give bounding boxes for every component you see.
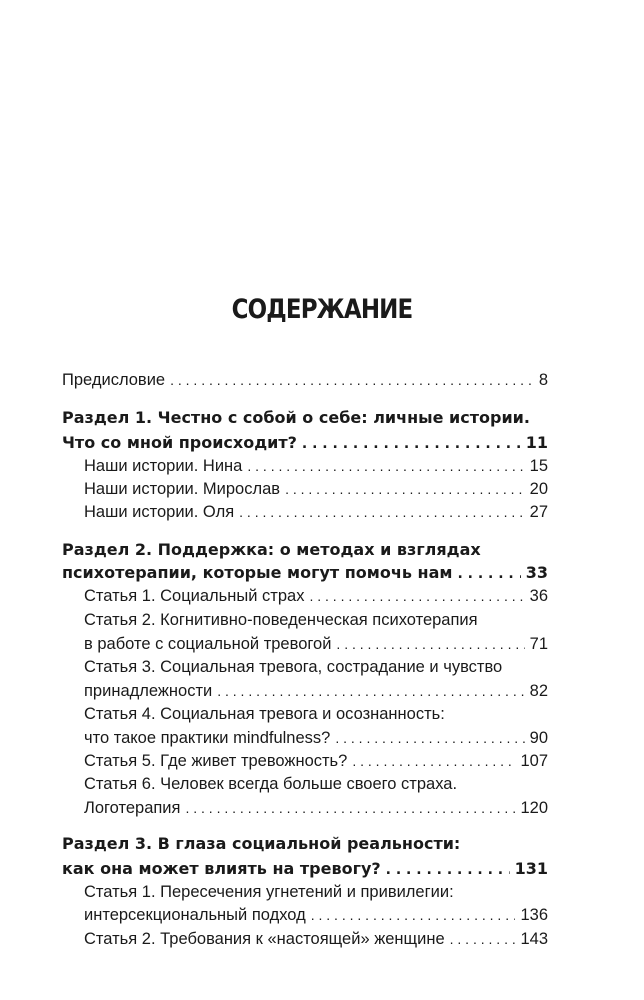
toc-entry-title: что такое практики mindfulness? bbox=[84, 729, 331, 747]
dot-leader bbox=[352, 750, 515, 772]
page-number: 90 bbox=[529, 729, 548, 747]
toc-section-2[interactable] bbox=[62, 562, 548, 584]
toc-entry-title: Наши истории. Мирослав bbox=[84, 480, 281, 498]
toc-entry-title: Статья 6. Человек всегда больше своего страха. bbox=[84, 775, 458, 793]
dot-leader bbox=[335, 727, 524, 749]
toc-entry-title: психотерапии, которые могут помочь нам bbox=[62, 563, 453, 582]
toc-entry[interactable] bbox=[84, 797, 548, 819]
toc-entry[interactable] bbox=[84, 727, 548, 749]
toc-entry-line1[interactable] bbox=[84, 609, 548, 631]
page-number: 131 bbox=[514, 859, 548, 878]
page-number: 15 bbox=[529, 457, 548, 475]
page-number: 107 bbox=[520, 752, 548, 770]
page-number: 82 bbox=[529, 682, 548, 700]
toc-entry[interactable] bbox=[84, 478, 548, 500]
toc-entry-title: Что со мной происходит? bbox=[62, 433, 297, 452]
toc-entry-line1[interactable] bbox=[84, 656, 548, 678]
dot-leader bbox=[457, 563, 520, 585]
toc-entry[interactable] bbox=[84, 928, 548, 950]
toc-entry-title: Статья 1. Социальный страх bbox=[84, 587, 305, 605]
toc-entry-title: Статья 2. Когнитивно-поведенческая психотерапия bbox=[84, 611, 478, 629]
toc-entry-title: интерсекциональный подход bbox=[84, 906, 306, 924]
toc-entry-title: в работе с социальной тревогой bbox=[84, 635, 332, 653]
page-number: 20 bbox=[529, 480, 548, 498]
dot-leader bbox=[217, 680, 524, 702]
toc-entry[interactable] bbox=[84, 680, 548, 702]
page-number: 36 bbox=[529, 587, 548, 605]
toc-entry[interactable] bbox=[84, 501, 548, 523]
toc-entry-preface[interactable] bbox=[62, 369, 548, 391]
page-number: 27 bbox=[529, 503, 548, 521]
dot-leader bbox=[386, 859, 510, 881]
dot-leader bbox=[311, 904, 516, 926]
toc-section-1-line1[interactable] bbox=[62, 407, 548, 429]
dot-leader bbox=[309, 585, 524, 607]
toc-entry-title: Раздел 3. В глаза социальной реальности: bbox=[62, 834, 461, 853]
toc-entry-title: Логотерапия bbox=[84, 799, 181, 817]
page-number: 33 bbox=[525, 563, 548, 582]
page-number: 120 bbox=[520, 799, 548, 817]
toc-entry-title: Наши истории. Оля bbox=[84, 503, 235, 521]
toc-entry-title: Раздел 1. Честно с собой о себе: личные истории. bbox=[62, 408, 530, 427]
page-number: 143 bbox=[520, 930, 548, 948]
toc-entry[interactable] bbox=[84, 455, 548, 477]
page-number: 136 bbox=[520, 906, 548, 924]
toc-section-3-line1[interactable] bbox=[62, 833, 548, 855]
dot-leader bbox=[285, 478, 525, 500]
toc-entry-title: Предисловие bbox=[62, 371, 166, 389]
toc-entry-title: Раздел 2. Поддержка: о методах и взглядах bbox=[62, 540, 481, 559]
dot-leader bbox=[247, 455, 524, 477]
toc-entry-title: Статья 4. Социальная тревога и осознанность: bbox=[84, 705, 445, 723]
toc-entry-title: Наши истории. Нина bbox=[84, 457, 243, 475]
dot-leader bbox=[170, 369, 534, 391]
page-number: 8 bbox=[538, 371, 548, 389]
toc-section-3[interactable] bbox=[62, 858, 548, 880]
toc-entry-title: принадлежности bbox=[84, 682, 213, 700]
toc-entry-line1[interactable] bbox=[84, 773, 548, 795]
dot-leader bbox=[185, 797, 515, 819]
dot-leader bbox=[302, 433, 521, 455]
toc-entry-line1[interactable] bbox=[84, 881, 548, 903]
toc-entry-line1[interactable] bbox=[84, 703, 548, 725]
toc-entry-title: Статья 3. Социальная тревога, сострадание и чувство bbox=[84, 658, 503, 676]
toc-entry[interactable] bbox=[84, 585, 548, 607]
toc-entry-title: Статья 5. Где живет тревожность? bbox=[84, 752, 348, 770]
dot-leader bbox=[336, 633, 524, 655]
toc-entry[interactable] bbox=[84, 750, 548, 772]
toc-section-2-line1[interactable] bbox=[62, 539, 548, 561]
dot-leader bbox=[450, 928, 516, 950]
toc-entry-title: Статья 2. Требования к «настоящей» женщине bbox=[84, 930, 445, 948]
page-number: 71 bbox=[529, 635, 548, 653]
toc-section-1[interactable] bbox=[62, 432, 548, 454]
toc-entry[interactable] bbox=[84, 633, 548, 655]
toc-entry-title: как она может влиять на тревогу? bbox=[62, 859, 381, 878]
dot-leader bbox=[239, 501, 525, 523]
toc-entry-title: Статья 1. Пересечения угнетений и привилегии: bbox=[84, 883, 454, 901]
page-number: 11 bbox=[525, 433, 548, 452]
toc-entry[interactable] bbox=[84, 904, 548, 926]
page-title: СОДЕРЖАНИЕ bbox=[231, 294, 413, 325]
